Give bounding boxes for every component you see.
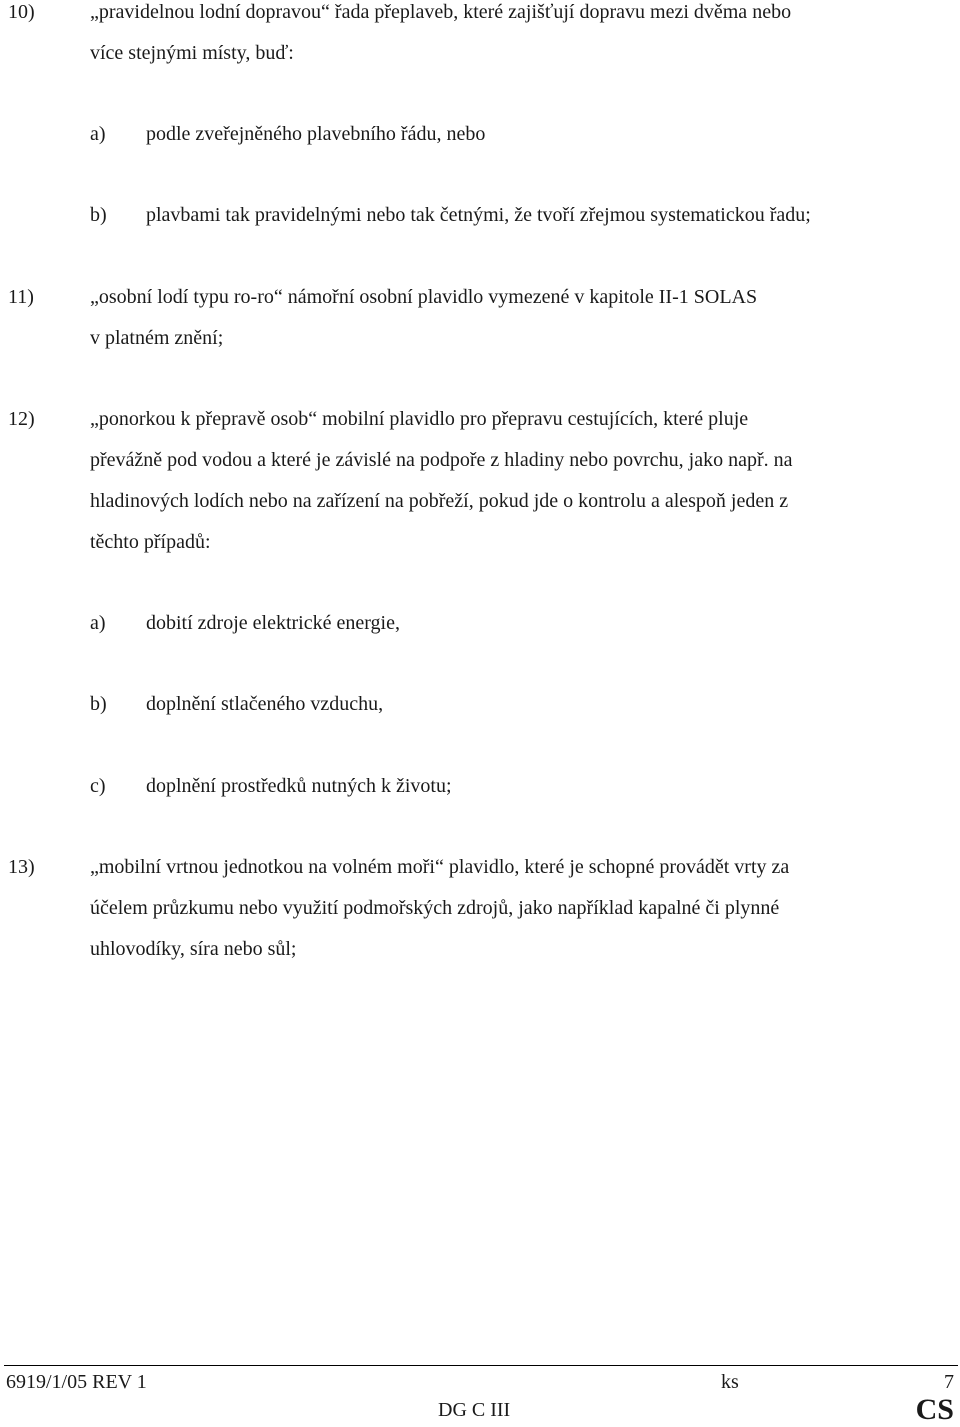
footer-initials: ks <box>721 1371 739 1393</box>
item-text-line: „ponorkou k přepravě osob“ mobilní plavidlo pro přepravu cestujících, které pluje <box>90 408 749 430</box>
item-text-line: těchto případů: <box>90 531 211 553</box>
item-text-line: uhlovodíky, síra nebo sůl; <box>90 938 297 960</box>
item-number: 13) <box>8 856 35 878</box>
subitem-text: plavbami tak pravidelnými nebo tak četnými, že tvoří zřejmou systematickou řadu; <box>146 204 811 226</box>
subitem-label: a) <box>90 123 106 145</box>
item-text-line: v platném znění; <box>90 327 224 349</box>
item-text-line: „osobní lodí typu ro-ro“ námořní osobní plavidlo vymezené v kapitole II-1 SOLAS <box>90 286 758 308</box>
subitem-label: c) <box>90 775 106 797</box>
footer-page-number: 7 <box>944 1371 954 1393</box>
footer-rule <box>4 1365 958 1366</box>
footer-language-code: CS <box>915 1393 954 1426</box>
item-text-line: „mobilní vrtnou jednotkou na volném moři“ plavidlo, které je schopné provádět vrty za <box>90 856 790 878</box>
item-number: 11) <box>8 286 34 308</box>
item-text-line: účelem průzkumu nebo využití podmořských zdrojů, jako například kapalné či plynné <box>90 897 780 919</box>
item-text-line: hladinových lodích nebo na zařízení na pobřeží, pokud jde o kontrolu a alespoň jeden z <box>90 490 789 512</box>
subitem-text: doplnění prostředků nutných k životu; <box>146 775 452 797</box>
subitem-label: a) <box>90 612 106 634</box>
item-text-line: převážně pod vodou a které je závislé na podpoře z hladiny nebo povrchu, jako např. na <box>90 449 793 471</box>
footer-department: DG C III <box>438 1399 511 1421</box>
item-text-line: více stejnými místy, buď: <box>90 42 294 64</box>
item-text-line: „pravidelnou lodní dopravou“ řada přeplaveb, které zajišťují dopravu mezi dvěma nebo <box>90 1 792 23</box>
subitem-label: b) <box>90 204 107 226</box>
subitem-label: b) <box>90 693 107 715</box>
subitem-text: doplnění stlačeného vzduchu, <box>146 693 384 715</box>
subitem-text: podle zveřejněného plavebního řádu, nebo <box>146 123 486 145</box>
subitem-text: dobití zdroje elektrické energie, <box>146 612 400 634</box>
footer-doc-reference: 6919/1/05 REV 1 <box>6 1371 147 1393</box>
item-number: 12) <box>8 408 35 430</box>
item-number: 10) <box>8 1 35 23</box>
